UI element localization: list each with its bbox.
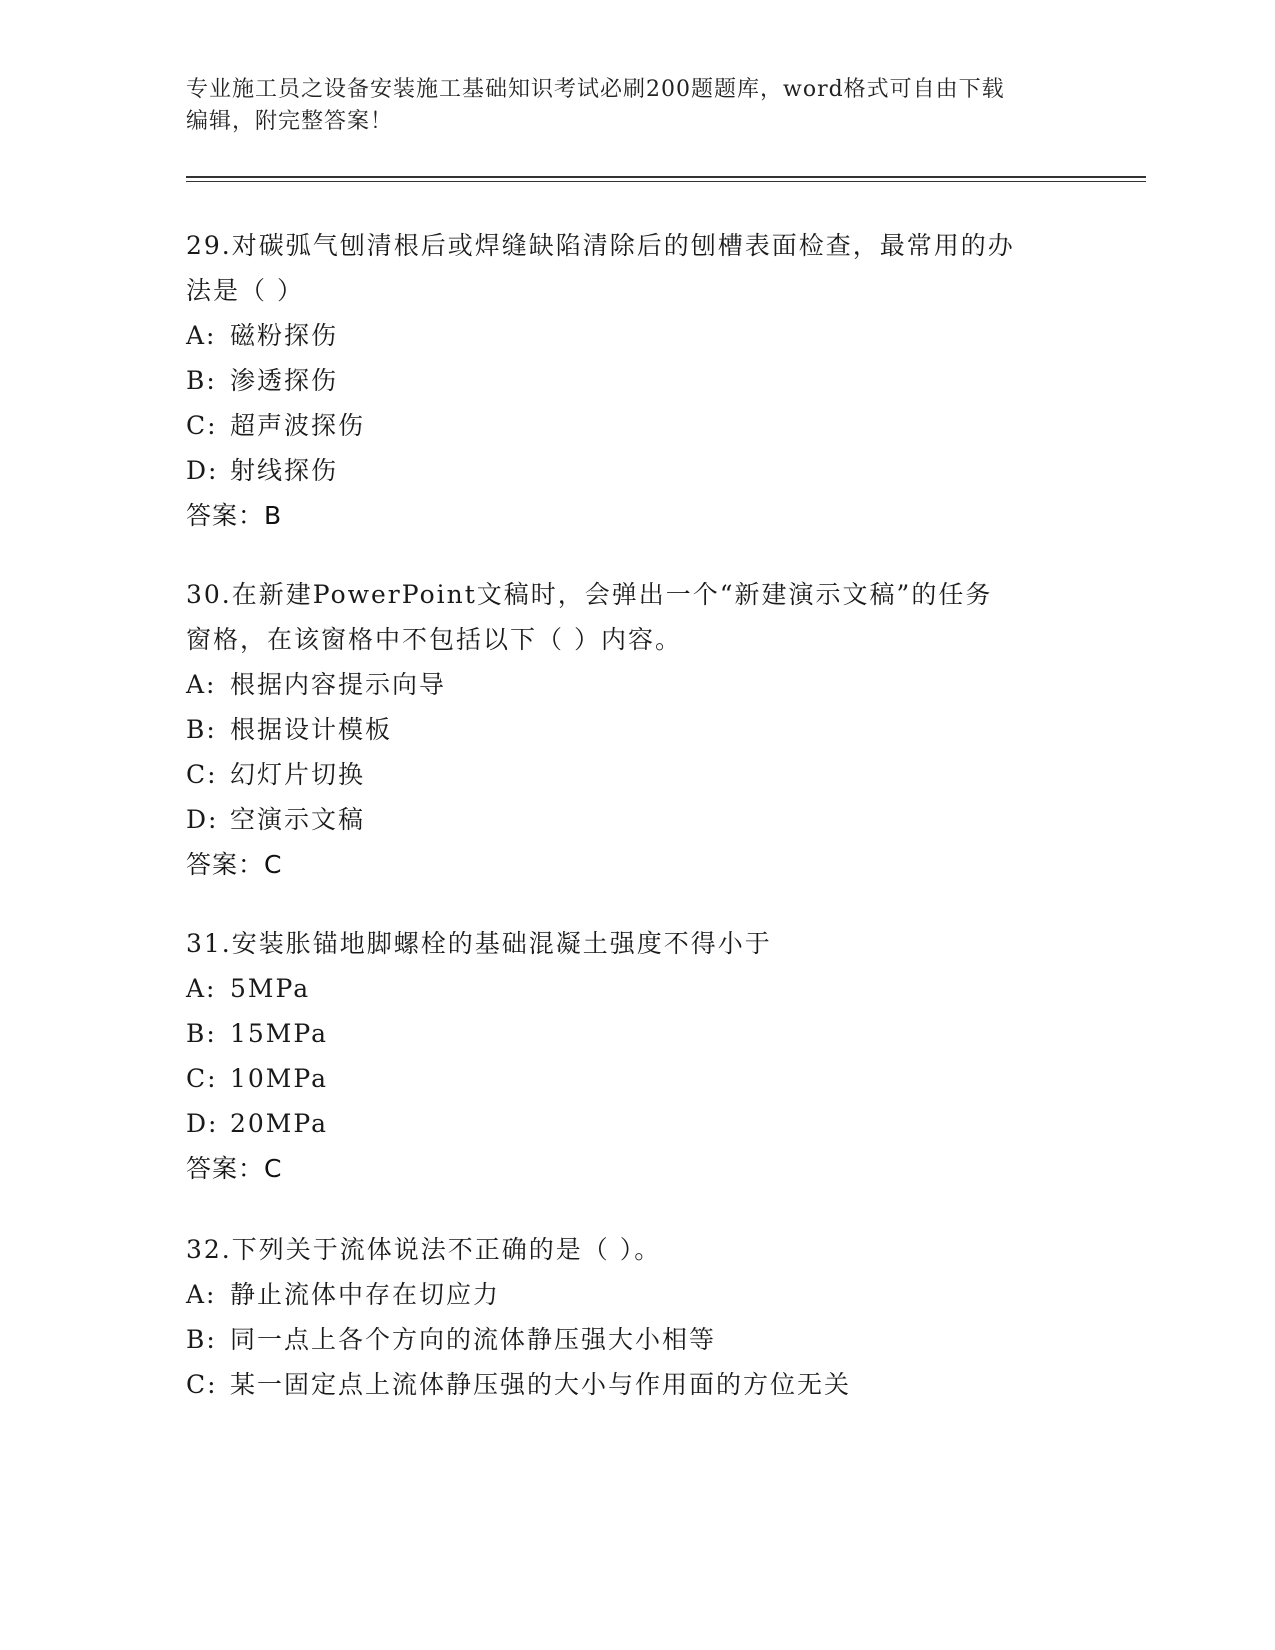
option-letter: C: (186, 760, 218, 789)
option-b (186, 358, 1066, 403)
answer: 答案：B (186, 501, 283, 530)
header-line-2: 编辑，附完整答案！ (186, 109, 394, 134)
option-b (186, 1317, 1066, 1362)
option-text: 幻灯片切换 (230, 760, 366, 789)
option-text: 射线探伤 (230, 456, 339, 485)
option-text: 根据设计模板 (230, 715, 393, 744)
answer: 答案：C (186, 1154, 283, 1183)
option-text: 空演示文稿 (230, 805, 366, 834)
question-30 (186, 572, 1066, 887)
question-title: 32.下列关于流体说法不正确的是（ ）。 (186, 1235, 662, 1264)
option-d (186, 797, 1066, 842)
option-letter: A: (186, 321, 217, 350)
question-title: 30.在新建PowerPoint文稿时，会弹出一个“新建演示文稿”的任务 (186, 580, 993, 609)
option-text: 15MPa (230, 1019, 329, 1048)
option-letter: D: (186, 456, 219, 485)
option-a (186, 966, 1066, 1011)
header-line-1: 专业施工员之设备安装施工基础知识考试必刷200题题库，word格式可自由下载 (186, 77, 1005, 102)
option-c (186, 1362, 1066, 1407)
option-c (186, 752, 1066, 797)
question-title-continued: 窗格，在该窗格中不包括以下（ ）内容。 (186, 625, 682, 654)
option-letter: C: (186, 411, 218, 440)
document-header (186, 74, 1066, 138)
header-divider-thick (186, 176, 1146, 178)
option-text: 同一点上各个方向的流体静压强大小相等 (230, 1325, 717, 1354)
option-letter: B: (186, 1325, 217, 1354)
question-title-continued: 法是（ ） (186, 276, 304, 305)
option-text: 磁粉探伤 (230, 321, 339, 350)
question-title: 29.对碳弧气刨清根后或焊缝缺陷清除后的刨槽表面检查，最常用的办 (186, 231, 1015, 260)
header-divider-thin (186, 181, 1146, 182)
option-text: 10MPa (230, 1064, 329, 1093)
option-letter: D: (186, 805, 219, 834)
question-29 (186, 223, 1066, 538)
answer: 答案：C (186, 850, 283, 879)
option-letter: A: (186, 1280, 217, 1309)
option-letter: A: (186, 974, 217, 1003)
option-text: 渗透探伤 (230, 366, 339, 395)
option-d (186, 1101, 1066, 1146)
option-text: 根据内容提示向导 (230, 670, 447, 699)
option-letter: B: (186, 366, 217, 395)
option-letter: C: (186, 1370, 218, 1399)
option-letter: B: (186, 715, 217, 744)
option-b (186, 707, 1066, 752)
option-text: 20MPa (230, 1109, 329, 1138)
option-text: 某一固定点上流体静压强的大小与作用面的方位无关 (230, 1370, 852, 1399)
option-letter: B: (186, 1019, 217, 1048)
option-text: 静止流体中存在切应力 (230, 1280, 501, 1309)
option-c (186, 1056, 1066, 1101)
option-a (186, 313, 1066, 358)
option-d (186, 448, 1066, 493)
option-text: 5MPa (230, 974, 311, 1003)
option-letter: D: (186, 1109, 219, 1138)
question-32 (186, 1227, 1066, 1407)
option-c (186, 403, 1066, 448)
option-b (186, 1011, 1066, 1056)
option-letter: A: (186, 670, 217, 699)
option-letter: C: (186, 1064, 218, 1093)
question-title: 31.安装胀锚地脚螺栓的基础混凝土强度不得小于 (186, 929, 772, 958)
option-text: 超声波探伤 (230, 411, 366, 440)
question-31 (186, 921, 1066, 1191)
option-a (186, 662, 1066, 707)
option-a (186, 1272, 1066, 1317)
